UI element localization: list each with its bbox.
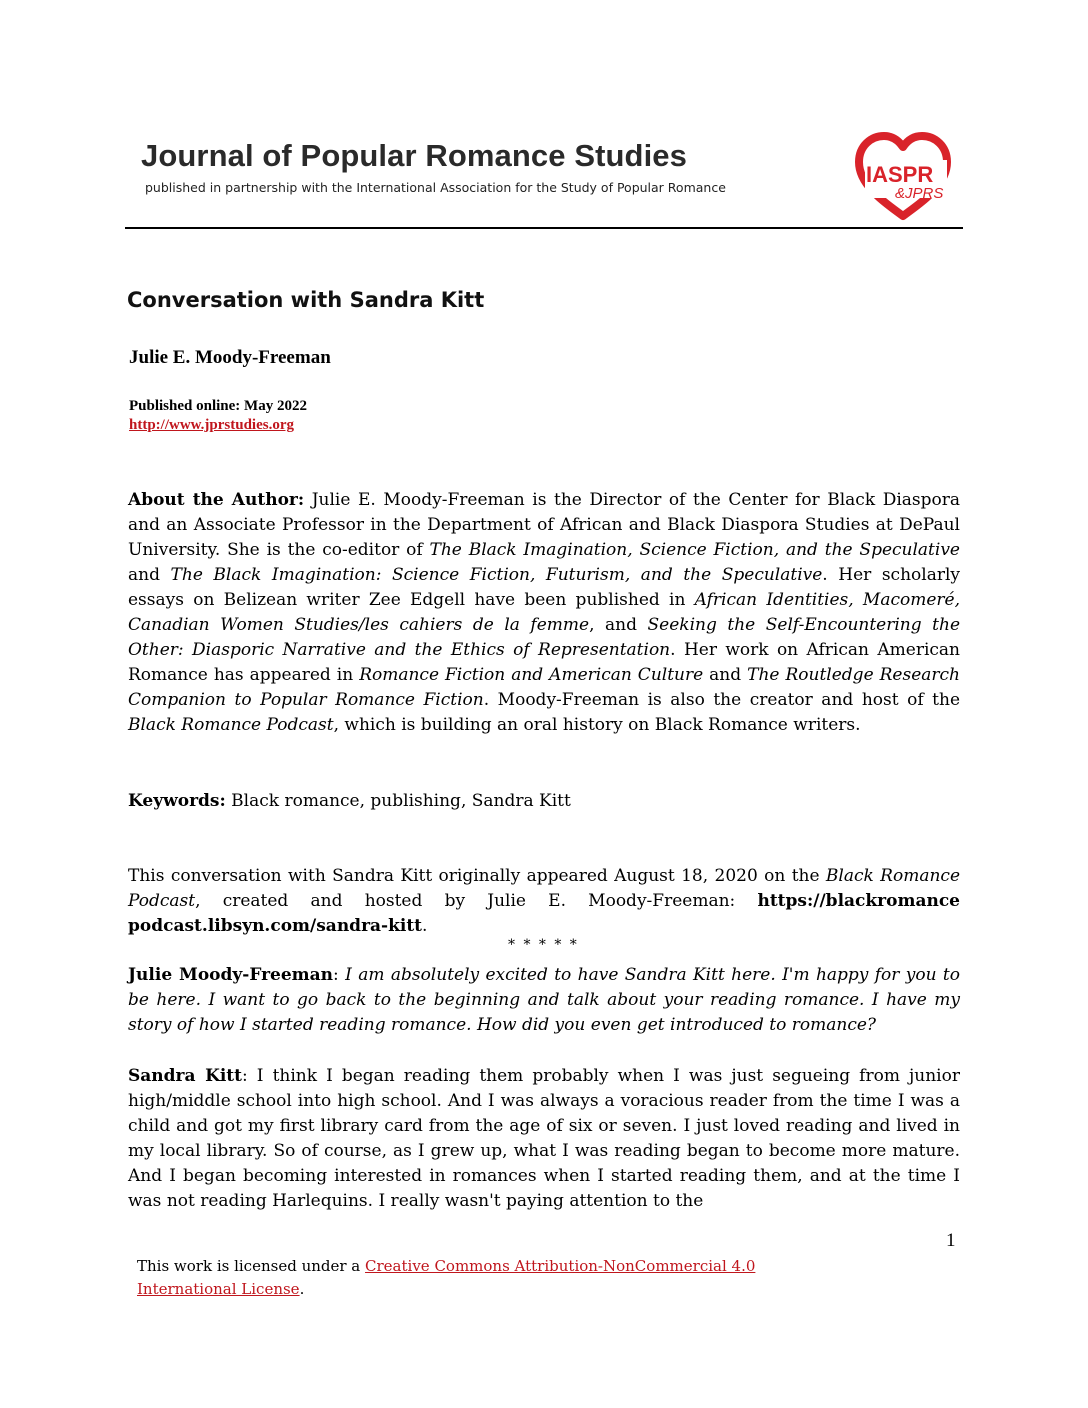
speaker-colon: :	[333, 965, 346, 985]
keywords-text: Black romance, publishing, Sandra Kitt	[225, 791, 571, 811]
license-link[interactable]: Creative Commons Attribution-NonCommercial 4.0 International License	[137, 1257, 756, 1298]
about-label: About the Author:	[128, 490, 305, 510]
about-text: , which is building an oral history on Black Romance writers.	[333, 715, 861, 735]
about-text: . Moody-Freeman is also the creator and host of the	[483, 690, 961, 710]
book-title: The Routledge Research Companion to Popular Romance Fiction	[128, 665, 961, 710]
podcast-url[interactable]: https://blackromance podcast.libsyn.com/sandra-kitt	[128, 891, 960, 936]
keywords-label: Keywords:	[128, 791, 226, 811]
license-footer	[137, 1255, 837, 1301]
article-author: Julie E. Moody-Freeman	[129, 347, 331, 368]
publication-titles: African Identities, Macomeré, Canadian Women Studies/les cahiers de la femme	[128, 590, 960, 635]
about-author-paragraph	[128, 488, 960, 738]
journal-subtitle: published in partnership with the International Association for the Study of Popular Romance	[145, 180, 726, 195]
logo-text-iaspr: IASPR	[866, 162, 934, 187]
interview-question	[128, 963, 960, 1038]
keywords-line	[128, 789, 571, 814]
about-text: . Her work on African American Romance has appeared in	[128, 640, 960, 685]
intro-text: .	[422, 916, 428, 936]
interview-answer	[128, 1064, 960, 1214]
book-title: The Black Imagination: Science Fiction, Futurism, and the Speculative	[170, 565, 823, 585]
podcast-title: Black Romance Podcast	[128, 715, 334, 735]
journal-link[interactable]: http://www.jprstudies.org	[129, 417, 295, 433]
about-text: and	[703, 665, 748, 685]
about-text: and	[128, 565, 171, 585]
speaker-name: Julie Moody-Freeman	[128, 965, 334, 985]
heart-logo-icon	[851, 130, 955, 222]
page-number: 1	[946, 1230, 956, 1251]
license-prefix: This work is licensed under a	[137, 1257, 366, 1275]
podcast-title: Black Romance Podcast	[128, 866, 960, 911]
intro-paragraph	[128, 864, 960, 939]
speaker-name: Sandra Kitt	[128, 1066, 243, 1086]
answer-text: I think I began reading them probably when I was just segueing from junior high/middle school into high school. And I was always a voracious reader from the time I was a child and got my first library card from the age of six or seven. I just loved reading and lived in my local library. So of course, as I grew up, what I was reading began to become more mature. And I began becoming interested in romances when I started reading them, and at the time I was not reading Harlequins. I really wasn't paying attention to the	[128, 1066, 960, 1211]
intro-text: , created and hosted by Julie E. Moody-Freeman:	[195, 891, 758, 911]
speaker-colon: :	[242, 1066, 257, 1086]
book-title: The Black Imagination, Science Fiction, and the Speculative	[429, 540, 960, 560]
license-suffix: .	[299, 1280, 305, 1298]
about-text: . Her scholarly essays on Belizean writer Zee Edgell have been published in	[128, 565, 960, 610]
question-text: I am absolutely excited to have Sandra Kitt here. I'm happy for you to be here. I want to go back to the beginning and talk about your reading romance. I have my story of how I started reading romance. How did you even get introduced to romance?	[128, 965, 960, 1035]
about-text: Julie E. Moody-Freeman is the Director of the Center for Black Diaspora and an Associate Professor in the Department of African and Black Diaspora Studies at DePaul University. She is the co-editor of	[128, 490, 961, 560]
header-rule	[125, 227, 963, 229]
book-title: Romance Fiction and American Culture	[359, 665, 704, 685]
about-text: , and	[589, 615, 648, 635]
published-date: Published online: May 2022	[129, 398, 307, 414]
logo-text-jprs: &JPRS	[895, 185, 944, 202]
intro-text: This conversation with Sandra Kitt originally appeared August 18, 2020 on the	[128, 866, 826, 886]
journal-title: Journal of Popular Romance Studies	[141, 138, 687, 173]
section-separator: * * * * *	[508, 937, 579, 953]
article-title: Conversation with Sandra Kitt	[127, 288, 485, 312]
book-title: Seeking the Self-Encountering the Other: Diasporic Narrative and the Ethics of Representation	[128, 615, 961, 660]
